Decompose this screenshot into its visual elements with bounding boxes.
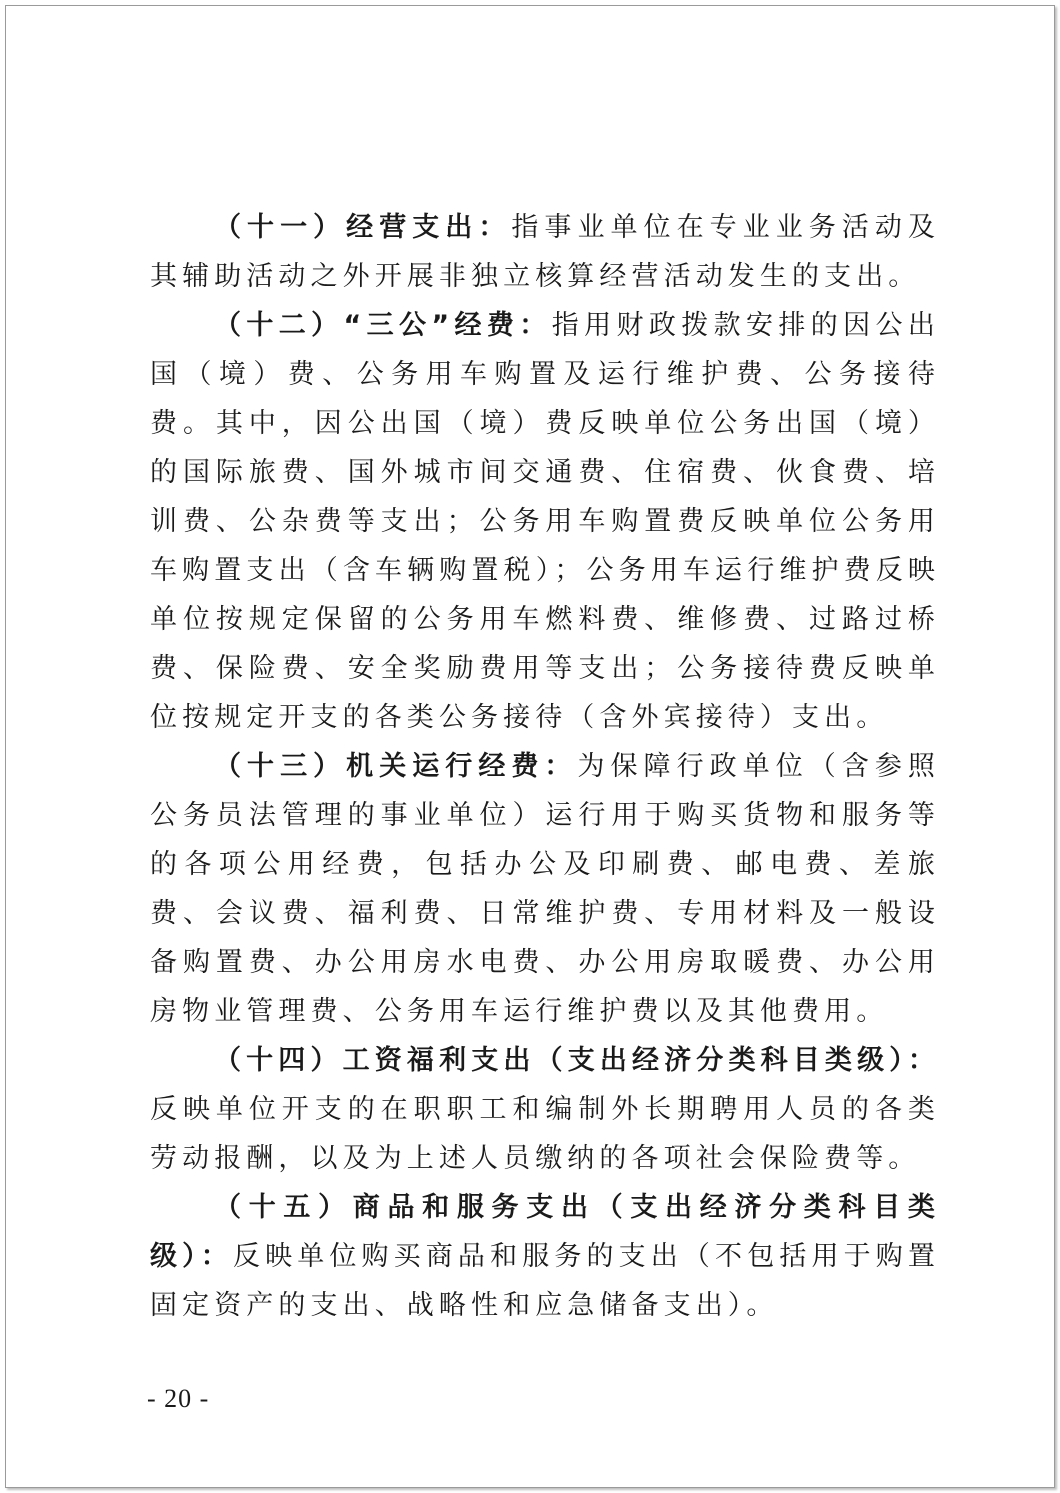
term-heading: （十三）机关运行经费： (214, 751, 578, 782)
paragraph-three-public-expenses (150, 301, 940, 742)
term-definition: 反映单位开支的在职职工和编制外长期聘用人员的各类劳动报酬，以及为上述人员缴纳的各项社会保险费等。 (150, 1094, 940, 1174)
page-number: - 20 - (147, 1384, 210, 1413)
document-page (5, 5, 1055, 1488)
term-heading: （十二）“三公”经费： (214, 310, 552, 341)
paragraph-wage-welfare-expenditure (150, 1036, 940, 1183)
term-heading: （十一）经营支出： (214, 212, 512, 243)
term-definition: 反映单位购买商品和服务的支出（不包括用于购置固定资产的支出、战略性和应急储备支出）。 (150, 1241, 940, 1321)
term-heading: （十五）商品和服务支出（支出经济分类科目类级）： (150, 1192, 940, 1272)
paragraph-operating-expenditure (150, 203, 940, 301)
paragraph-agency-operating-expenses (150, 742, 940, 1036)
term-definition: 指用财政拨款安排的因公出国（境）费、公务用车购置及运行维护费、公务接待费。其中，因公出国（境）费反映单位公务出国（境）的国际旅费、国外城市间交通费、住宿费、伙食费、培训费、公杂费等支出；公务用车购置费反映单位公务用车购置支出（含车辆购置税）；公务用车运行维护费反映单位按规定保留的公务用车燃料费、维修费、过路过桥费、保险费、安全奖励费用等支出；公务接待费反映单位按规定开支的各类公务接待（含外宾接待）支出。 (150, 310, 941, 733)
term-heading: （十四）工资福利支出（支出经济分类科目类级）： (214, 1045, 940, 1076)
term-definition: 为保障行政单位（含参照公务员法管理的事业单位）运行用于购买货物和服务等的各项公用经费，包括办公及印刷费、邮电费、差旅费、会议费、福利费、日常维护费、专用材料及一般设备购置费、办公用房水电费、办公用房取暖费、办公用房物业管理费、公务用车运行维护费以及其他费用。 (150, 751, 940, 1027)
document-body (150, 203, 940, 1330)
paragraph-goods-services-expenditure (150, 1183, 940, 1330)
term-definition: 指事业单位在专业业务活动及其辅助活动之外开展非独立核算经营活动发生的支出。 (150, 212, 940, 292)
